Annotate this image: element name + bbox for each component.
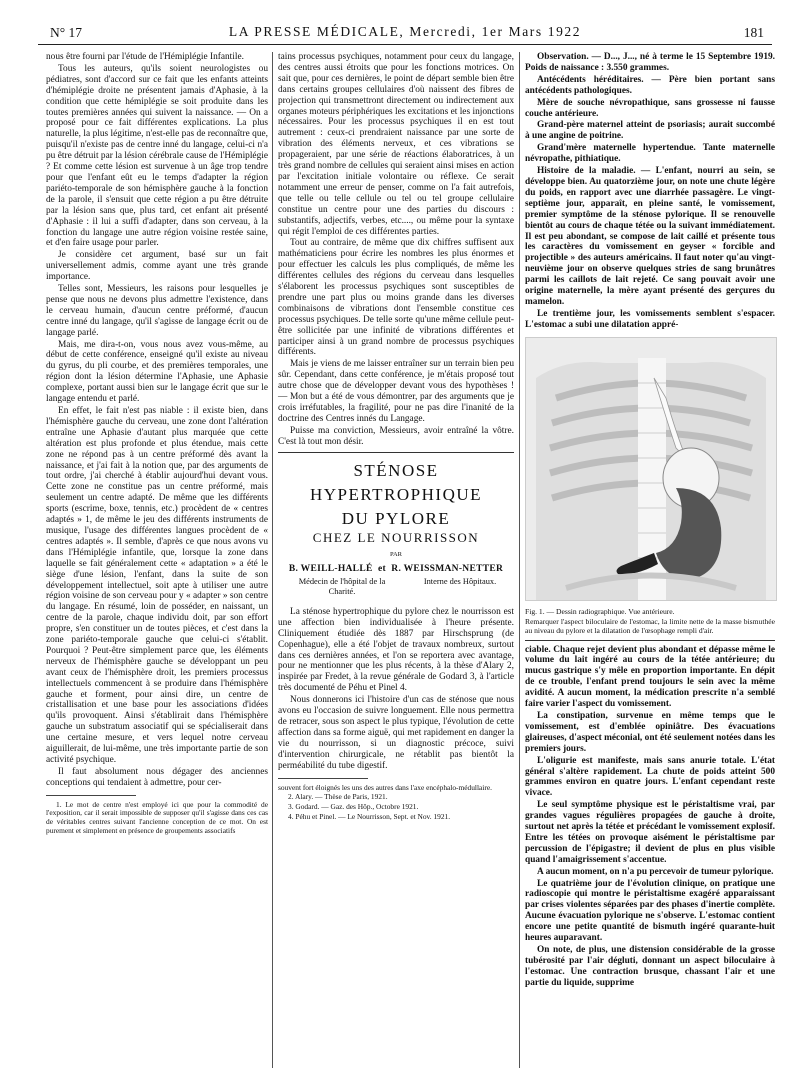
figure-caption-block bbox=[525, 607, 775, 636]
observation: Observation. — D..., J..., né à terme le 15 Septembre 1919. Poids de naissance : 3.550 grammes. bbox=[525, 52, 775, 73]
figure-rule bbox=[525, 640, 775, 641]
paragraph: Puisse ma conviction, Messieurs, avoir entraîné la vôtre. C'est là tout mon désir. bbox=[278, 425, 514, 447]
article-title bbox=[278, 459, 514, 531]
figure-note: Remarquer l'aspect biloculaire de l'estomac, la limite nette de la masse bismuthée au niveau du pylore et la dilatation de l'œsophage rempli d'air. bbox=[525, 616, 775, 636]
paragraph: Telles sont, Messieurs, les raisons pour lesquelles je pense que nous ne devons plus admettre l'existence, dans le cerveau humain, d'aucun centre préformé, d'aucun centre inné du langage, qu'il s'agisse de langage écrit ou de langage parlé. bbox=[46, 284, 268, 338]
affiliation: Interne des Hôpitaux. bbox=[423, 577, 497, 587]
antecedent: Grand-père maternel atteint de psoriasis; aurait succombé à une angine de poitrine. bbox=[525, 120, 775, 142]
paragraph: tains processus psychiques, notamment pour ceux du langage, des centres aussi étroits que pour les fonctions motrices. On sait que, pour ces dernières, le point de départ semble bien être dans certains groupes cellulaires d'où naissent des fibres de projection qui transmettront directement ou indirectement aux organes moteurs périphériques les excitations et les injonctions nécessaires. Pour les processus psychiques il en est tout autrement : ceux-ci prendraient naissance par une sorte de vibration des éléments nerveux, et ces vibrations se propageraient, par une série de réactions élaboratrices, à un très grand nombre de cellules qui seraient ainsi mises en action par l'excitation initiale volontaire ou réflexe. Ce serait notamment une erreur de penser, comme on l'a fait autrefois, que telle ou telle cellule ou tel ou tel groupe cellulaire constitue un centre pour une des parties du discours : substantifs, adjectifs, verbes, etc...., ou même pour la syntaxe qui régit l'emploi de ces différentes parties. bbox=[278, 52, 514, 237]
column-2 bbox=[278, 52, 514, 822]
footnote: 4. Péhu et Pinel. — Le Nourrisson, Sept. et Nov. 1921. bbox=[288, 811, 451, 821]
column-divider bbox=[519, 52, 520, 1068]
antecedent: Mère de souche névropathique, sans grossesse ni fausse couche antérieure. bbox=[525, 97, 775, 119]
paragraph: Le seul symptôme physique est le péristaltisme vrai, par grandes vagues régulières propagées de gauche à droite, surtout net après la tétée et précédant le vomissement explosif. Entre les tétées on provoque aisément le péristaltisme par percussion de l'épigastre; il devient de plus en plus visible quand l'amaigrissement s'accentue. bbox=[525, 800, 775, 865]
footnote-rule bbox=[278, 778, 368, 779]
affiliation: Médecin de l'hôpital de la Charité. bbox=[298, 577, 386, 597]
affiliations bbox=[278, 577, 514, 597]
history: Histoire de la maladie. — L'enfant, nourri au sein, se développe bien. Au quatorzième jour, on note une chute légère du poids, en rapport avec une diarrhée passagère. Le vingt-septième jour, apparaît, en pleine santé, le vomissement, premier symptôme de la sténose pylorique. Il se renouvelle bientôt au cours de chaque tétée ou la suivant immédiatement. Il est peu abondant, se compose de lait caillé et présente tous les caractères du vomissement en geyser « forcible and projectible » des auteurs américains. Il faut noter qu'au vingt-neuvième jour on observe quelques stries de sang brunâtres parmi les caillots de lait rejeté. Ce sang pouvait avoir une origine maternelle, la mère ayant présenté des gerçures du mamelon. bbox=[525, 166, 775, 307]
paragraph: Le trentième jour, les vomissements semblent s'espacer. L'estomac a subi une dilatation appré- bbox=[525, 308, 775, 330]
by-line: PAR bbox=[389, 550, 403, 558]
paragraph: Il faut absolument nous dégager des anciennes conceptions qui tendaient à admettre, pour cer- bbox=[46, 766, 268, 788]
footnotes bbox=[46, 801, 268, 836]
header-rule bbox=[38, 44, 772, 45]
paragraph: La constipation, survenue en même temps que le vomissement, est d'emblée opiniâtre. Des évacuations glaireuses, d'aspect méconial, ont été seulement notées dans les premiers jours. bbox=[525, 710, 775, 754]
paragraph: nous être fourni par l'étude de l'Hémiplégie Infantile. bbox=[46, 52, 244, 62]
authors bbox=[278, 564, 514, 575]
paragraph: Mais, me dira-t-on, vous nous avez vous-même, au début de cette conférence, enseigné qu'il existe au niveau du gyrus, du pli courbe, et des premières temporales, une région dont la lésion détermine l'Aphasie, une Aphasie complexe, portant aussi bien sur le langage écrit que sur le langage entendu et parlé. bbox=[46, 339, 268, 405]
footnote-rule bbox=[46, 795, 136, 796]
antecedent: Grand'mère maternelle hypertendue. Tante maternelle névropathe, pithiatique. bbox=[525, 143, 775, 165]
issue-number: N° 17 bbox=[50, 25, 83, 40]
paragraph: On note, de plus, une distension considérable de la grosse tubérosité par l'air dégluti, donnant un aspect biloculaire à l'estomac. Une contraction brusque, chassant l'air et une partie du liquide, supprime bbox=[525, 945, 775, 988]
radiograph-figure bbox=[525, 337, 777, 601]
page-number: 181 bbox=[743, 25, 764, 40]
author-conjunction: et bbox=[377, 564, 386, 575]
paragraph: En effet, le fait n'est pas niable : il existe bien, dans l'hémisphère gauche du cerveau, une zone dont l'altération entraîne une Aphasie d'autant plus marquée que cette altération est plus profonde et plus étendue, mais cette zone ne répond pas à un centre préformé dès avant la naissance, et j'ai fait à la notion que, par des arguments de tout ordre, j'ai cherché à établir aujourd'hui devant vous. Cette zone ne constitue pas un centre préformé, mais seulement un centre adapté. De même que les différents sports (escrime, boxe, tennis, etc.) procèdent de « centres adaptés » 1, de même le jeu des différents instruments de musique, l'usage des différentes langues procèdent de « centres adaptés ». Il semble, d'après ce que nous avons vu dans l'Hémiplégie infantile, que, lorsque la zone dans laquelle se fait généralement cette « adaptation » a été le siège d'une lésion, l'enfant, dans la suite de son développement intellectuel, soit apte à utiliser une autre région voisine de son cerveau pour y « adapter » son centre du langage. En résumé, loin de posséder, en naissant, un centre de la parole, chaque individu doit, par son effort propre, s'en constituer un de toutes pièces, et c'est dans la zone pariéto-temporale gauche que celui-ci s'établit. Pourquoi ? Peut-être simplement parce que, les éléments nerveux de l'hémisphère gauche se développant un peu avant ceux de l'hémisphère droit, les premiers processus intellectuels commencent à se produire dans l'hémisphère gauche et forment, pour ainsi dire, un centre de cristallisation et une base pour les associations d'idées qu'ils provoquent. Ainsi s'établirait dans l'hémisphère gauche un substratum associatif qui se spécialiserait dans une certaine mesure, et vers lequel notre cerveau aiguillerait, de lui-même, une très importante partie de son activité psychique. bbox=[46, 406, 268, 765]
paragraph: L'oligurie est manifeste, mais sans anurie totale. L'état général s'altère rapidement. La chute de poids atteint 500 grammes environ en quatre jours. L'enfant cependant reste vivace. bbox=[525, 755, 775, 799]
footnote: 1. Le mot de centre n'est employé ici que pour la commodité de l'exposition, car il serait impossible de supposer qu'il s'agisse dans ces cas de véritables centres suivant l'ancienne conception de ce mot. On est purement et simplement en présence de groupements associatifs bbox=[46, 799, 268, 835]
column-1 bbox=[46, 52, 268, 837]
running-header bbox=[38, 22, 772, 42]
footnote: souvent fort éloignés les uns des autres dans l'axe encéphalo-médullaire. bbox=[278, 782, 492, 792]
article-title-line: STÉNOSE HYPERTROPHIQUE bbox=[309, 460, 483, 504]
footnote: 3. Godard. — Gaz. des Hôp., Octobre 1921. bbox=[288, 801, 419, 811]
journal-title: LA PRESSE MÉDICALE, Mercredi, 1er Mars 1922 bbox=[228, 24, 582, 39]
author: R. WEISSMAN-NETTER bbox=[391, 564, 504, 575]
section-rule bbox=[278, 452, 514, 453]
paragraph: A aucun moment, on n'a pu percevoir de tumeur pylorique. bbox=[537, 866, 774, 877]
paragraph: Le quatrième jour de l'évolution clinique, on pratique une radioscopie qui montre le péristaltisme exagéré apparaissant par crises violentes séparées par des phases d'inertie complète. Aucune évacuation pylorique ne s'observe. L'estomac contient encore une petite quantité de bismuth ingéré quarante-huit heures auparavant. bbox=[525, 878, 775, 944]
stomach-radiograph-drawing bbox=[526, 338, 776, 600]
paragraph: Je considère cet argument, basé sur un fait universellement admis, comme ayant une très grande importance. bbox=[46, 250, 268, 283]
paragraph: La sténose hypertrophique du pylore chez le nourrisson est une affection bien individualisée à l'heure présente. Cliniquement étudiée dès 1887 par Hirschsprung (de Copenhague), elle a été l'objet de travaux nombreux, surtout dans ces dernières années, et l'on se reportera avec avantage, pour ne mentionner que les plus récents, à la thèse d'Alary 2, inspirée par Fredet, à la revue générale de Godard 3, à l'article très documenté de Péhu et Pinel 4. bbox=[278, 606, 514, 694]
column-3 bbox=[525, 52, 775, 990]
article-title-line: DU PYLORE bbox=[341, 508, 451, 528]
antecedent: Antécédents héréditaires. — Père bien portant sans antécédents pathologiques. bbox=[525, 74, 775, 96]
article-subtitle: CHEZ LE NOURRISSON bbox=[312, 529, 480, 545]
column-divider bbox=[272, 52, 273, 1068]
paragraph: Nous donnerons ici l'histoire d'un cas de sténose que nous avons eu l'occasion de suivre longuement. Elle nous permettra de retracer, sous son aspect le plus typique, l'évolution de cette affection dans sa forme aiguë, qui met rapidement en danger la vie du nourrisson, si un diagnostic précoce, suivi d'intervention chirurgicale, ne rétablit pas bientôt la perméabilité du tube digestif. bbox=[278, 695, 514, 771]
paragraph: Tous les auteurs, qu'ils soient neurologistes ou pédiatres, sont d'accord sur ce fait que les enfants atteints d'hémiplégie droite ne présentent jamais d'Aphasie, à la condition que cette hémiplégie se soit produite dans les toutes premières années qui suivent la naissance. — On a proposé pour ce fait différentes explications. La plus naturelle, la plus légitime, n'est-elle pas de reconnaître que, puisqu'il n'existe pas de centre inné du langage, celui-ci n'a pu être détruit par la lésion cérébrale cause de l'Hémiplégie ? Et comme cette lésion est survenue à un âge trop tendre pour que l'enfant eût eu le temps d'adapter la région pariéto-temporale de son hémisphère gauche à la fonction de la parole, il s'ensuit que cette région a pu être détruite par la lésion sans que, plus tard, cet enfant ait présenté d'Aphasie : il lui a suffi d'adapter, dans son cerveau, à la fonction du langage une autre région voisine restée saine, et d'en faire usage pour parler. bbox=[46, 63, 268, 249]
paragraph: Mais je viens de me laisser entraîner sur un terrain bien peu sûr. Cependant, dans cette conférence, je m'étais proposé tout autre chose que de développer devant vous des hypothèses ! — Mon but a été de vous démontrer, par des arguments que je crois irréfutables, la fragilité, pour ne pas dire l'inanité de la doctrine des Centres innés du Langage. bbox=[278, 359, 514, 424]
paragraph: Tout au contraire, de même que dix chiffres suffisent aux mathématiciens pour écrire les nombres les plus énormes et pour effectuer les calculs les plus compliqués, de même les différentes cellules des régions du cerveau dans lesquelles s'élaborent les processus psychiques sont susceptibles de prendre une part plus ou moins grande dans les diverses combinaisons de vibrations dont l'ensemble constitue ces processus psychiques. De telle sorte qu'une même cellule peut-être sollicitée par une infinité de vibrations différentes et participer ainsi à un grand nombre de processus psychiques différents. bbox=[278, 238, 514, 358]
figure-caption: Fig. 1. — Dessin radiographique. Vue antérieure. bbox=[525, 606, 675, 616]
paragraph: ciable. Chaque rejet devient plus abondant et dépasse même le volume du lait ingéré au cours de la tétée antérieure; du mucus gastrique s'y mêle en proportion importante. En dépit de ce trouble, l'enfant prend toujours le sein avec la même avidité. A aucun moment, la médication prescrite n'a semblé faire varier l'aspect du vomissement. bbox=[525, 644, 775, 710]
footnote: 2. Alary. — Thèse de Paris, 1921. bbox=[288, 792, 388, 802]
author: B. WEILL-HALLÉ bbox=[288, 564, 373, 575]
footnotes bbox=[278, 784, 514, 822]
